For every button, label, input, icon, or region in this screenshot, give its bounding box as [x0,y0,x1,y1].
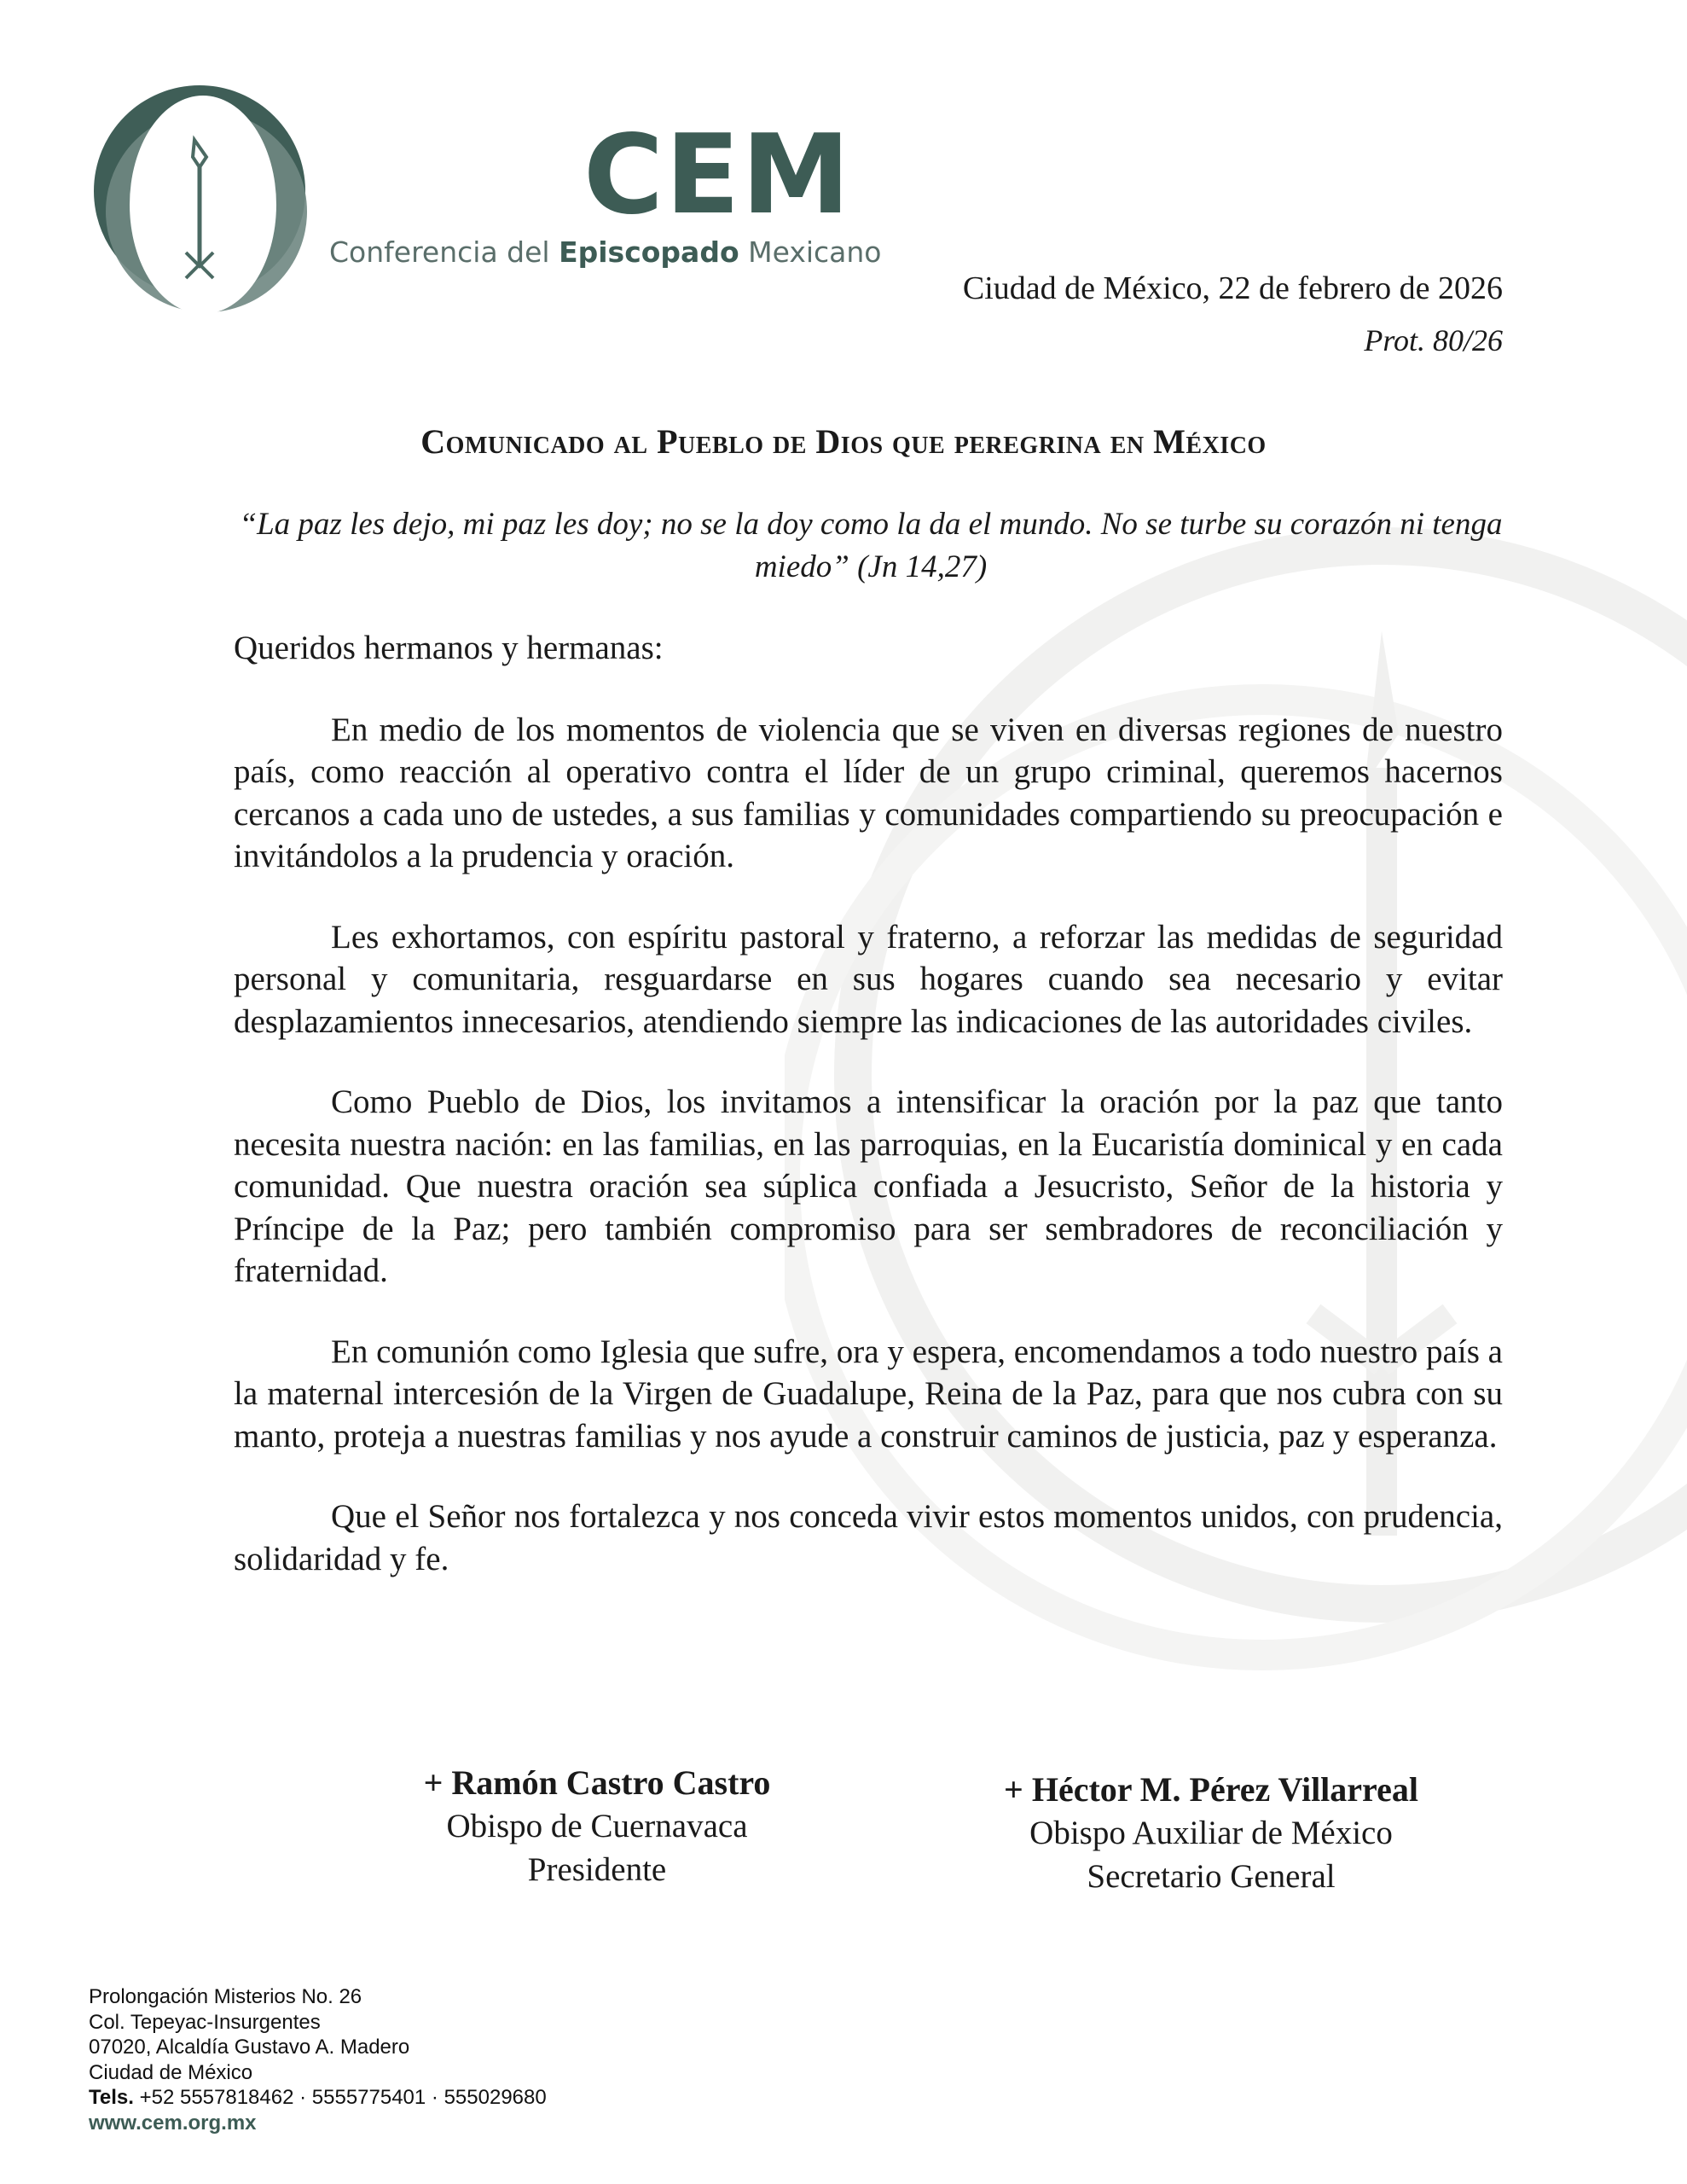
address-line: 07020, Alcaldía Gustavo A. Madero [89,2036,410,2059]
signature-secretary [947,1768,1475,1898]
signatory-name: + Ramón Castro Castro [423,1763,771,1802]
logo-subtitle-pre: Conferencia del [329,235,550,269]
paragraph: En comunión como Iglesia que sufre, ora y espera, encomendamos a todo nuestro país a la maternal intercesión de la Virgen de Guadalupe, Reina de la Paz, para que nos cubra con su manto, proteja a nuestras familias y nos ayude a construir caminos de justicia, paz y esperanza. [234,1333,1503,1455]
signatory-role: Obispo de Cuernavaca [446,1808,748,1844]
cem-logo-icon [82,85,316,316]
phone-numbers: +52 5557818462 · 5555775401 · 555029680 [139,2086,547,2109]
logo-subtitle [329,235,882,269]
paragraph: Les exhortamos, con espíritu pastoral y fraterno, a reforzar las medidas de seguridad personal y comunitaria, resguardarse en sus hogares cuando sea necesario y evitar desplazamientos innecesarios, atendiendo siempre las indicaciones de las autoridades civiles. [234,918,1503,1040]
epigraph-quote: “La paz les dejo, mi paz les doy; no se la doy como la da el mundo. No se turbe su corazón ni tenga miedo” (Jn 14,27) [239,507,1503,584]
website-link[interactable]: www.cem.org.mx [89,2111,257,2135]
address-line: Ciudad de México [89,2060,253,2084]
signature-president [341,1761,853,1891]
paragraph: En medio de los momentos de violencia que se viven en diversas regiones de nuestro país, como reacción al operativo contra el líder de un grupo criminal, queremos hacernos cercanos a cada uno de ustedes, a sus familias y comunidades compartiendo su preocupación e invitándolos a la prudencia y oración. [234,711,1503,874]
logo-wordmark: CEM [583,112,852,239]
address-line: Col. Tepeyac-Insurgentes [89,2010,321,2034]
paragraph: Como Pueblo de Dios, los invitamos a intensificar la oración por la paz que tanto necesita nuestra nación: en las familias, en las parroquias, en la Eucaristía dominical y en cada comunidad. Que nuestra oración sea súplica confiada a Jesucristo, Señor de la historia y Príncipe de la Paz; pero también compromiso para ser sembradores de reconciliación y fraternidad. [234,1083,1503,1289]
logo-subtitle-bold: Episcopado [559,235,739,269]
paragraph: Que el Señor nos fortalezca y nos conceda vivir estos momentos unidos, con prudencia, solidaridad y fe. [234,1498,1503,1577]
signatory-role: Obispo Auxiliar de México [1029,1815,1393,1851]
phone-label: Tels. [89,2086,134,2109]
document-title: Comunicado al Pueblo de Dios que peregrina en México [420,422,1267,461]
place-date: Ciudad de México, 22 de febrero de 2026 [962,270,1503,306]
signatory-title: Presidente [527,1851,667,1888]
protocol-number: Prot. 80/26 [1364,323,1503,357]
greeting: Queridos hermanos y hermanas: [234,630,664,666]
address-line: Prolongación Misterios No. 26 [89,1985,362,2008]
signatory-title: Secretario General [1087,1858,1336,1895]
logo-subtitle-post: Mexicano [748,235,882,269]
footer-contact [89,1984,547,2135]
phone-line [89,2085,547,2111]
signatory-name: + Héctor M. Pérez Villarreal [1004,1770,1418,1809]
letter-body [234,627,1503,1618]
